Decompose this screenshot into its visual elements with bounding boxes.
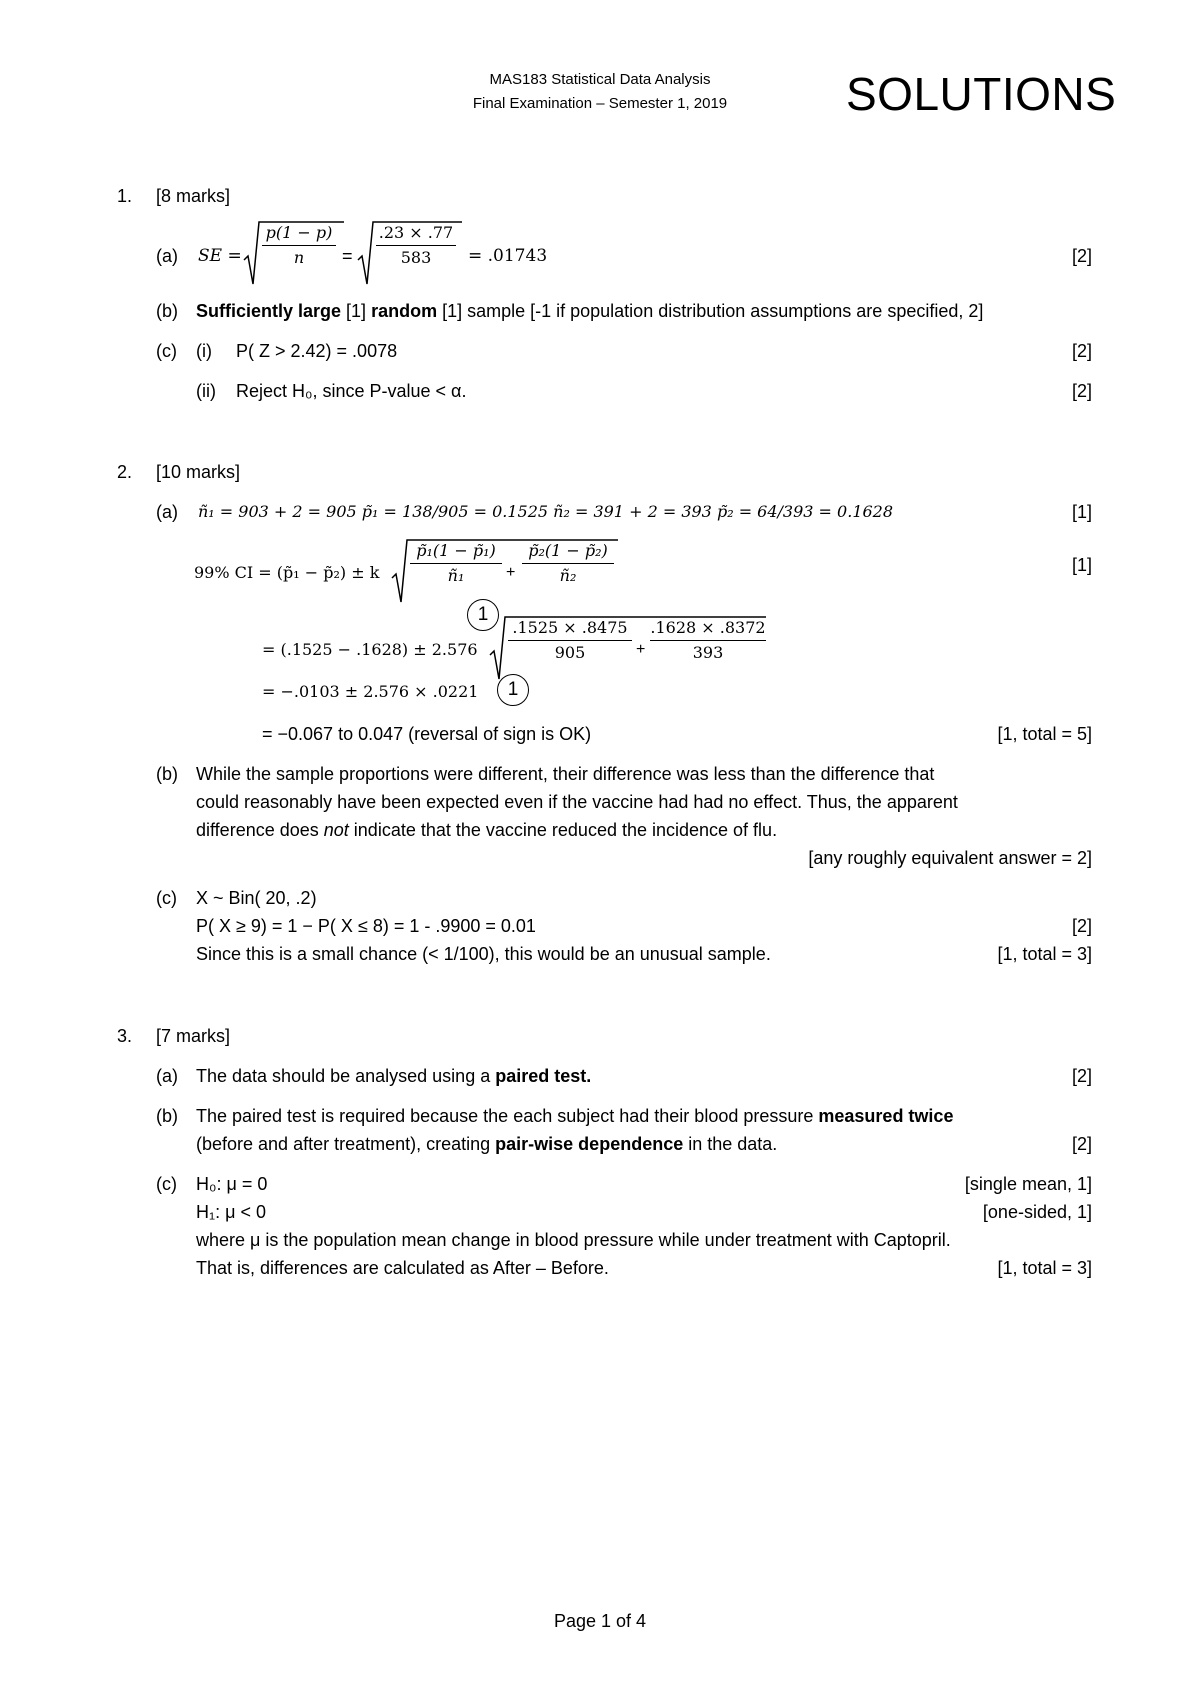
course-title: MAS183 Statistical Data Analysis xyxy=(489,71,711,88)
q1-number: 1. xyxy=(117,186,133,206)
q1a-frac1-num: p(1 − p) xyxy=(265,223,333,242)
q1cii-marks: [2] xyxy=(1071,381,1092,401)
q3a-text xyxy=(196,1064,591,1088)
q3c-h0-marks: [single mean, 1] xyxy=(964,1174,1092,1194)
q2-ci-marks: [1] xyxy=(1071,555,1092,575)
q3b-bold-measured-twice: measured twice xyxy=(818,1106,954,1126)
q2b-line2: could reasonably have been expected even if the vaccine had had no effect. Thus, the apparent xyxy=(196,792,958,812)
q3c-line4-marks: [1, total = 3] xyxy=(997,1258,1092,1278)
q2-ci-frac1-den: ñ₁ xyxy=(447,566,465,585)
q3-marks: [7 marks] xyxy=(156,1026,231,1046)
page-header xyxy=(430,68,770,116)
q1a-fraction-1 xyxy=(262,222,336,269)
q1ci-marks: [2] xyxy=(1071,341,1092,361)
q1b-label: (b) xyxy=(156,301,178,321)
q2-circled-mark-1: 1 xyxy=(467,599,499,631)
q1a-se: SE = xyxy=(198,246,242,266)
q2b-line1: While the sample proportions were different, their difference was less than the difference that xyxy=(196,764,935,784)
q1b-text xyxy=(196,299,983,323)
q2-number: 2. xyxy=(117,462,133,482)
q1cii-text: Reject H₀, since P-value < α. xyxy=(236,381,467,401)
q2-line2-frac2 xyxy=(650,617,766,664)
q2-ci-line4-marks: [1, total = 5] xyxy=(997,724,1092,744)
q3a-marks: [2] xyxy=(1071,1066,1092,1086)
q2-line2-frac2-den: 393 xyxy=(692,643,724,662)
q1a-frac2-num: .23 × .77 xyxy=(378,223,454,242)
q2-ci-frac1-num: p̃₁(1 − p̃₁) xyxy=(416,541,496,560)
q2-line2-plus: + xyxy=(636,641,646,658)
q1-marks: [8 marks] xyxy=(156,186,231,206)
q2-ci-line4: = −0.067 to 0.047 (reversal of sign is OK) xyxy=(262,724,592,744)
q2-line2-frac1 xyxy=(508,617,632,664)
q3a-bold-paired-test: paired test. xyxy=(495,1066,592,1086)
q1cii-label: (ii) xyxy=(196,381,216,401)
q2c-line3-marks: [1, total = 3] xyxy=(997,944,1092,964)
q1c-label: (c) xyxy=(156,341,177,361)
solutions-heading: SOLUTIONS xyxy=(846,68,1117,120)
q3b-label: (b) xyxy=(156,1106,178,1126)
q1a-label: (a) xyxy=(156,246,178,266)
q2a-label: (a) xyxy=(156,502,178,522)
q2-line2-frac1-num: .1525 × .8475 xyxy=(512,618,628,637)
q2a-marks: [1] xyxy=(1071,502,1092,522)
q3-number: 3. xyxy=(117,1026,133,1046)
q3c-h0: H₀: μ = 0 xyxy=(196,1174,268,1194)
page-number: Page 1 of 4 xyxy=(553,1611,647,1631)
q3b-line2 xyxy=(196,1132,777,1156)
q2c-line1: X ~ Bin( 20, .2) xyxy=(196,888,317,908)
q2-ci-frac2-den: ñ₂ xyxy=(559,566,577,585)
q2-ci-line3: = −.0103 ± 2.576 × .0221 xyxy=(262,682,479,701)
q2c-label: (c) xyxy=(156,888,177,908)
q2b-line3-pre: difference does xyxy=(196,820,324,840)
q3b-marks: [2] xyxy=(1071,1134,1092,1154)
q1a-frac1-den: n xyxy=(293,248,305,267)
q2-ci-line2: = (.1525 − .1628) ± 2.576 xyxy=(262,640,478,659)
q2a-line: ñ₁ = 903 + 2 = 905 p̃₁ = 138/905 = 0.1525 ñ₂ = 391 + 2 = 393 p̃₂ = 64/393 = 0.1628 xyxy=(198,502,894,521)
q1ci-label: (i) xyxy=(196,341,212,361)
exam-title: Final Examination – Semester 1, 2019 xyxy=(472,95,728,112)
q3b-line1-pre: The paired test is required because the each subject had their blood pressure xyxy=(196,1106,819,1126)
q3b-line1 xyxy=(196,1104,953,1128)
q2-marks: [10 marks] xyxy=(156,462,241,482)
q1b-rest: [1] sample [-1 if population distribution assumptions are specified, 2] xyxy=(437,301,984,321)
q1b-bold-sufficiently-large: Sufficiently large xyxy=(196,301,342,321)
q2-ci-frac2-num: p̃₂(1 − p̃₂) xyxy=(528,541,608,560)
q3b-bold-pairwise-dependence: pair-wise dependence xyxy=(495,1134,684,1154)
q2c-line2: P( X ≥ 9) = 1 − P( X ≤ 8) = 1 - .9900 = 0.01 xyxy=(196,916,536,936)
q2-ci-frac1 xyxy=(410,540,502,587)
q2-ci-plus: + xyxy=(506,564,516,581)
q2b-line3-post: indicate that the vaccine reduced the incidence of flu. xyxy=(348,820,778,840)
q2-line2-frac1-den: 905 xyxy=(554,643,586,662)
q1a-equals: = xyxy=(342,246,353,266)
q2b-marks: [any roughly equivalent answer = 2] xyxy=(808,848,1092,868)
q2-ci-frac2 xyxy=(522,540,614,587)
q2c-line2-marks: [2] xyxy=(1071,916,1092,936)
q2b-line3-emphasis: not xyxy=(323,820,349,840)
q1b-bold-random: random xyxy=(371,301,438,321)
q3c-h1-marks: [one-sided, 1] xyxy=(982,1202,1092,1222)
q2-ci-lhs: 99% CI = (p̃₁ − p̃₂) ± k xyxy=(194,563,380,582)
q3c-line3: where μ is the population mean change in blood pressure while under treatment with Captopril. xyxy=(196,1230,951,1250)
q2-circled-mark-2: 1 xyxy=(497,674,529,706)
q3a-text-pre: The data should be analysed using a xyxy=(196,1066,496,1086)
q2c-line3: Since this is a small chance (< 1/100), this would be an unusual sample. xyxy=(196,944,771,964)
q2b-line3 xyxy=(196,818,777,842)
q1a-frac2-den: 583 xyxy=(400,248,432,267)
q2-line2-frac2-num: .1628 × .8372 xyxy=(650,618,766,637)
q3b-line2-post: in the data. xyxy=(683,1134,778,1154)
q3c-line4: That is, differences are calculated as After – Before. xyxy=(196,1258,609,1278)
q1a-fraction-2 xyxy=(376,222,456,269)
q1a-result: = .01743 xyxy=(468,246,548,266)
q1ci-text: P( Z > 2.42) = .0078 xyxy=(236,341,398,361)
q1a-marks: [2] xyxy=(1071,246,1092,266)
q1b-mark-1: [1] xyxy=(341,301,372,321)
q3b-line2-pre: (before and after treatment), creating xyxy=(196,1134,496,1154)
q3c-label: (c) xyxy=(156,1174,177,1194)
q3a-label: (a) xyxy=(156,1066,178,1086)
q2b-label: (b) xyxy=(156,764,178,784)
q3c-h1: H₁: μ < 0 xyxy=(196,1202,266,1222)
